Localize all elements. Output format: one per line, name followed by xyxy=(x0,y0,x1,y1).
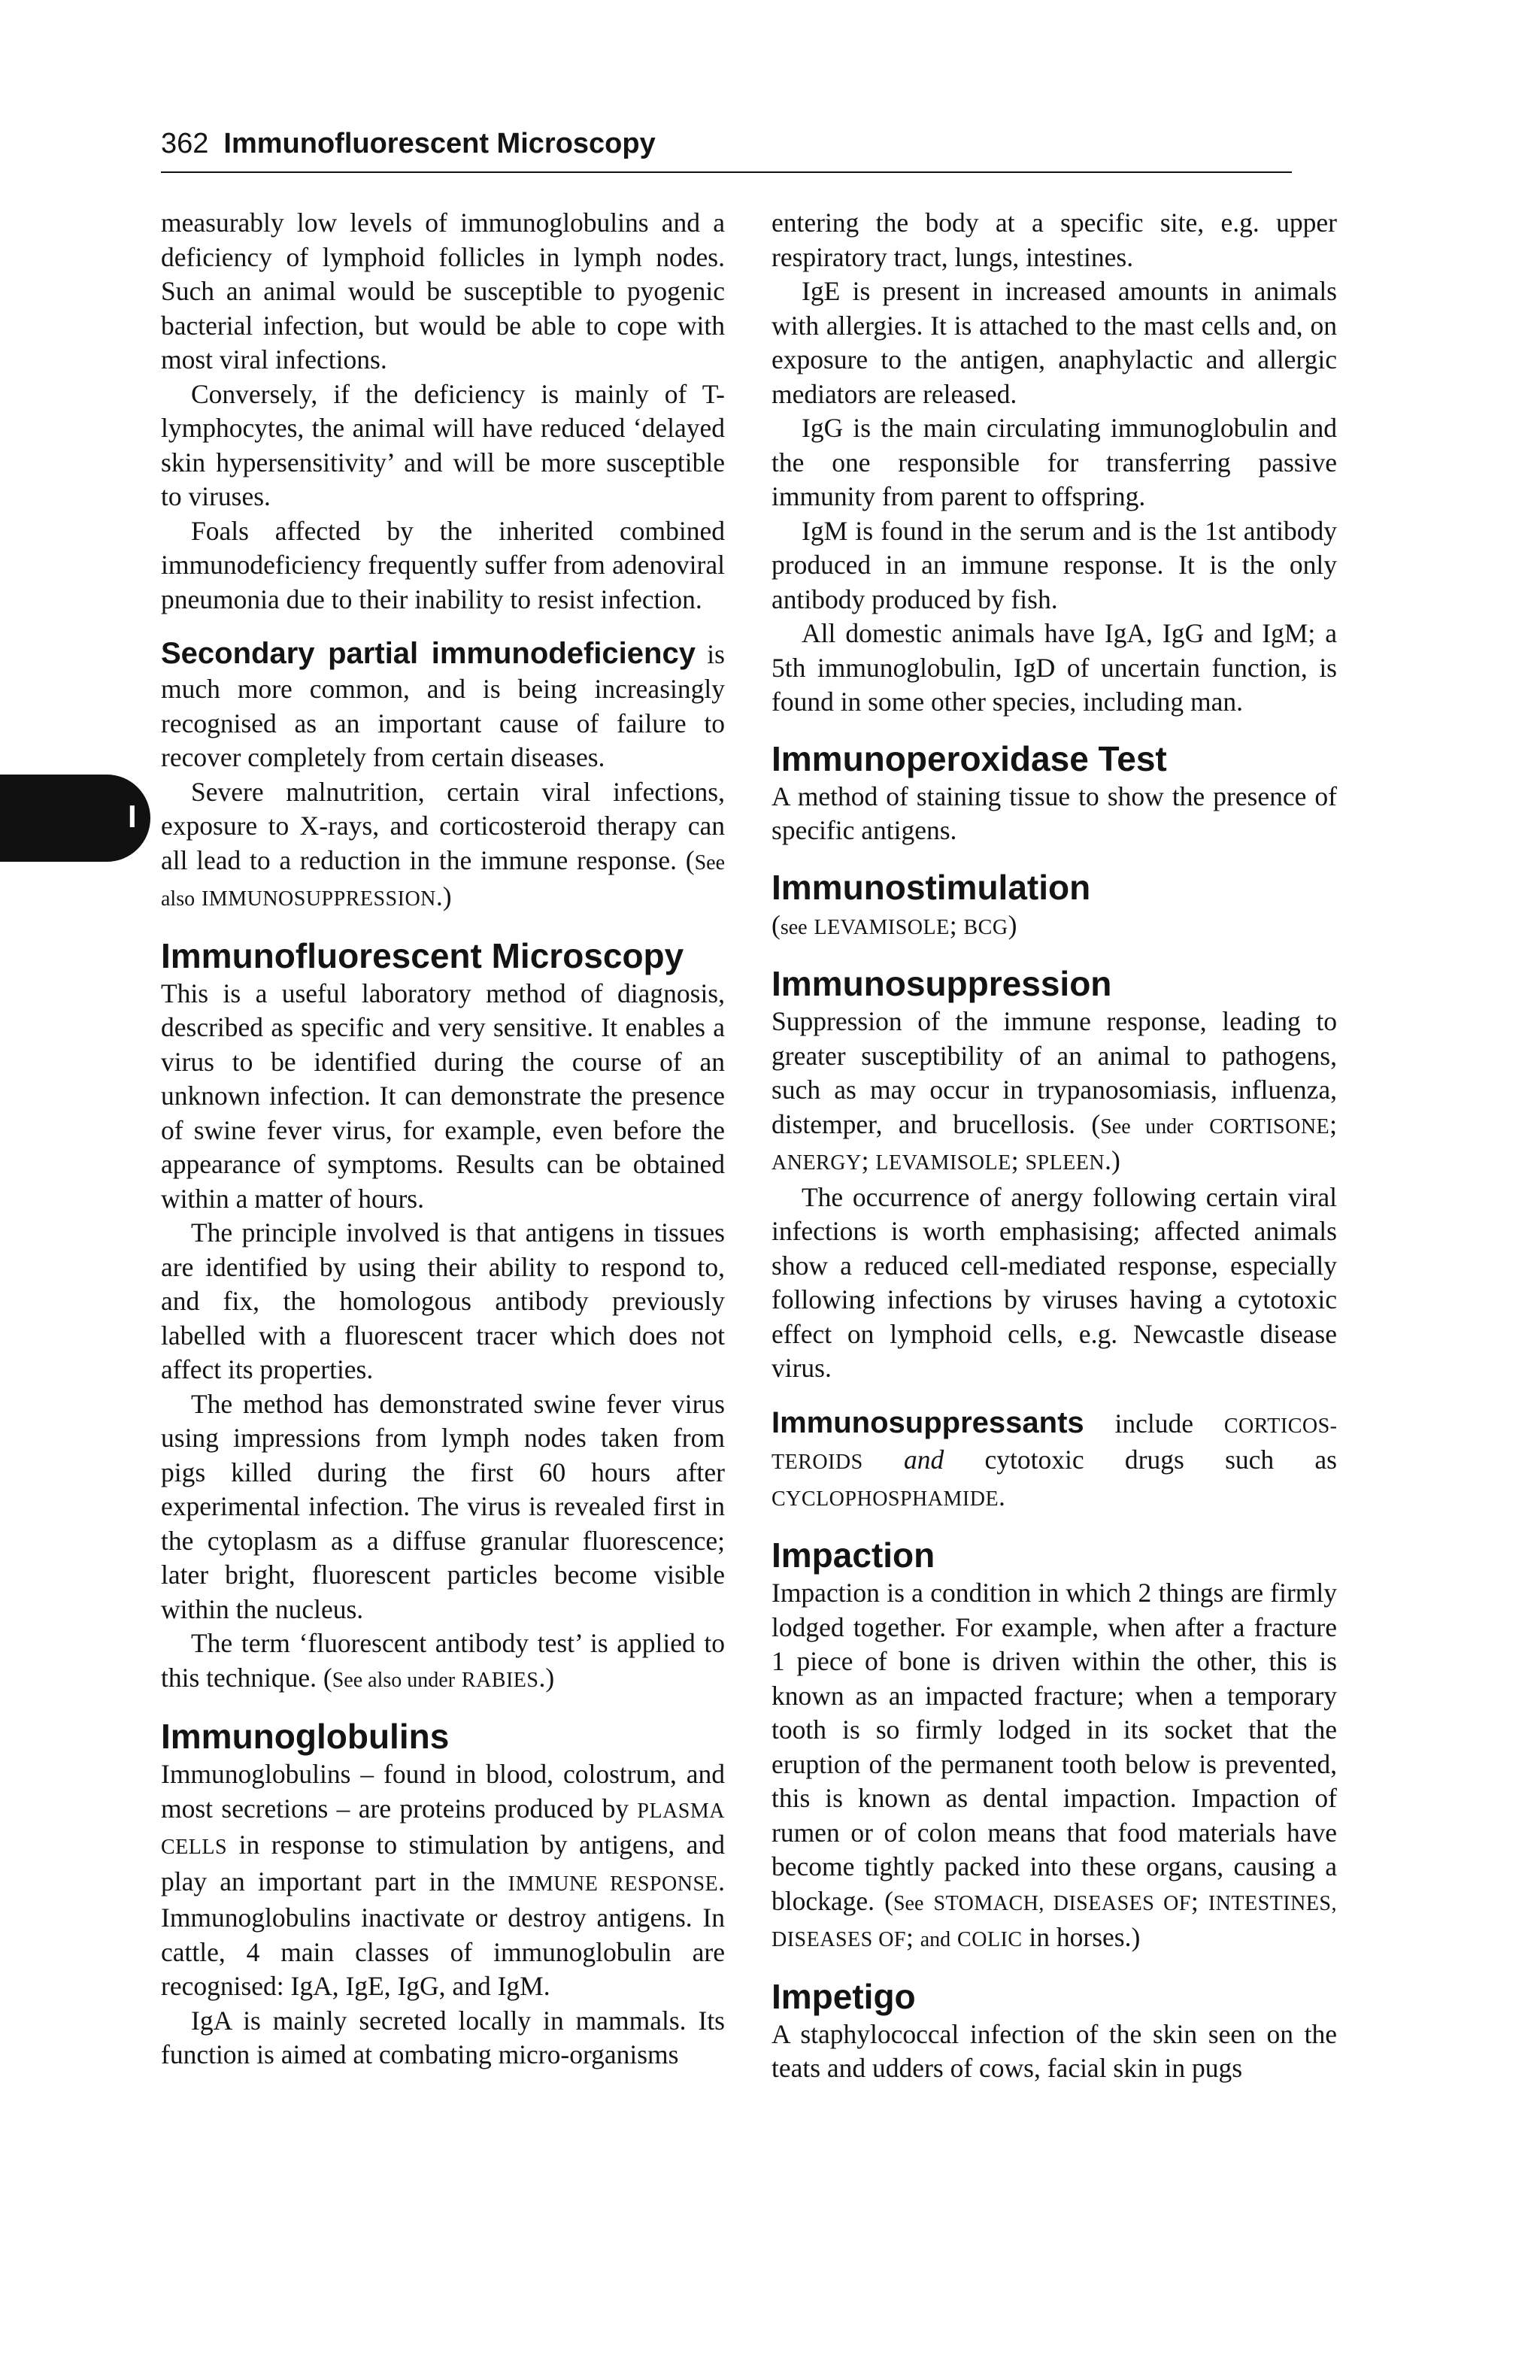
paragraph: All domestic animals have IgA, IgG and IgM; a 5th immunoglobulin, IgD of uncertain function, is found in some other species, including man. xyxy=(772,618,1337,717)
cross-reference: BCG xyxy=(963,915,1008,939)
cross-reference: IMMUNOSUPPRESSION xyxy=(201,887,436,911)
see-label: see xyxy=(780,915,808,939)
immunosuppressants-entry: Immunosuppressants include CORTICOSTEROIDS and cytotoxic drugs such as CYCLOPHOSPHAMIDE. xyxy=(772,1405,1337,1511)
see-also-label: See also xyxy=(161,850,725,911)
paragraph: A method of staining tissue to show the presence of specific antigens. xyxy=(772,781,1337,845)
thumb-index-tab xyxy=(0,775,150,862)
paragraph: measurably low levels of immunoglobulins and a deficiency of lymphoid follicles in lymph nodes. Such an animal would be susceptible to pyogenic bacterial infection, but would be able to cope with most viral infections. xyxy=(161,208,725,374)
thumb-index-letter: I xyxy=(128,799,137,834)
left-column xyxy=(161,206,725,2072)
paragraph: entering the body at a specific site, e.g. upper respiratory tract, lungs, intestines. xyxy=(772,208,1337,272)
cross-reference: IMMUNE RESPONSE xyxy=(508,1872,719,1896)
cross-reference: PLASMA CELLS xyxy=(161,1799,725,1859)
paragraph: A staphylococcal infection of the skin seen on the teats and udders of cows, facial skin in pugs xyxy=(772,2018,1337,2083)
subentry-heading: Secondary partial immunodeficiency xyxy=(161,637,696,670)
running-title: Immunofluorescent Microscopy xyxy=(223,128,656,159)
cross-reference: STOMACH, DISEASES OF xyxy=(933,1891,1191,1915)
secondary-immunodeficiency-entry xyxy=(161,635,725,775)
paragraph: IgE is present in increased amounts in animals with allergies. It is attached to the mast cells and, on exposure to the antigen, anaphylactic and allergic mediators are released. xyxy=(772,276,1337,409)
paragraph: Immunoglobulins – found in blood, colostrum, and most secretions – are proteins produced by PLASMA CELLS in response to stimulation by antigens, and play an important part in the IMMUNE RESPONSE. Immunoglobulins inactivate or destroy antigens. In cattle, 4 main classes of immunoglobulin are recognised: IgA, IgE, IgG, and IgM. xyxy=(161,1759,725,2001)
cross-reference: CORTICOSTEROIDS xyxy=(772,1414,1337,1474)
entry-heading: Immunosuppression xyxy=(772,964,1112,1003)
paragraph: The term ‘fluorescent antibody test’ is applied to this technique. (See also under RABIES.) xyxy=(161,1628,725,1693)
header-rule xyxy=(161,171,1292,173)
paragraph: The principle involved is that antigens in tissues are identified by using their ability to respond to, and fix, the homologous antibody previously labelled with a fluorescent tracer which does not affect its properties. xyxy=(161,1217,725,1384)
paragraph: IgM is found in the serum and is the 1st antibody produced in an immune response. It is the only antibody produced by fish. xyxy=(772,515,1337,614)
entry-heading: Immunoglobulins xyxy=(161,1717,450,1756)
paragraph: IgA is mainly secreted locally in mammals. Its function is aimed at combating micro-organisms xyxy=(161,2005,725,2069)
subentry-heading: Immunosuppressants xyxy=(772,1405,1084,1439)
paragraph: The method has demonstrated swine fever virus using impressions from lymph nodes taken from pigs killed during the first 60 hours after experimental infection. The virus is revealed first in the cytoplasm as a diffuse granular fluorescence; later bright, fluorescent particles become visible within the nucleus. xyxy=(161,1388,725,1624)
see-label: See xyxy=(893,1891,924,1915)
paragraph: Suppression of the immune response, leading to greater susceptibility of an animal to pathogens, such as may occur in trypanosomiasis, influenza, distemper, and brucellosis. (See under CORTISONE; ANERGY; LEVAMISOLE; SPLEEN.) xyxy=(772,1006,1338,1175)
entry-heading: Immunofluorescent Microscopy xyxy=(161,935,684,975)
paragraph: Conversely, if the deficiency is mainly of T-lymphocytes, the animal will have reduced ‘delayed skin hypersensitivity’ and will be more susceptible to viruses. xyxy=(161,378,725,511)
paragraph: The occurrence of anergy following certain viral infections is worth emphasising; affected animals show a reduced cell-mediated response, especially following infections by viruses having a cytotoxic effect on lymphoid cells, e.g. Newcastle disease virus. xyxy=(772,1181,1337,1383)
cross-reference: RABIES xyxy=(461,1668,539,1692)
cross-reference: SPLEEN xyxy=(1025,1151,1105,1175)
page-number: 362 xyxy=(161,128,209,159)
paragraph: This is a useful laboratory method of diagnosis, described as specific and very sensitive. It enables a virus to be identified during the course of an unknown infection. It can demonstrate the presence of swine fever virus, for example, even before the appearance of symptoms. Results can be obtained within a matter of hours. xyxy=(161,978,725,1214)
running-header xyxy=(161,125,1292,162)
cross-reference: CYCLOPHOSPHAMIDE xyxy=(772,1487,999,1511)
entry-heading: Impetigo xyxy=(772,1976,916,2016)
entry-heading: Impaction xyxy=(772,1536,935,1575)
cross-reference: LEVAMISOLE xyxy=(814,915,950,939)
right-column xyxy=(772,206,1337,2086)
cross-reference: LEVAMISOLE xyxy=(875,1151,1011,1175)
paragraph: Severe malnutrition, certain viral infections, exposure to X-rays, and corticosteroid therapy can all lead to a reduction in the immune response. (See also IMMUNOSUPPRESSION.) xyxy=(161,776,725,911)
entry-heading: Immunostimulation xyxy=(772,867,1091,907)
cross-reference: COLIC xyxy=(957,1928,1023,1951)
paragraph: Foals affected by the inherited combined immunodeficiency frequently suffer from adenoviral pneumonia due to their inability to resist infection. xyxy=(161,515,725,614)
paragraph: IgG is the main circulating immunoglobulin and the one responsible for transferring passive immunity from parent to offspring. xyxy=(772,413,1337,511)
see-also-label: See also under xyxy=(332,1668,456,1692)
paragraph: Impaction is a condition in which 2 things are firmly lodged together. For example, when after a fracture 1 piece of bone is driven within the other, this is known as an impacted fracture; when a temporary tooth is so firmly lodged in its socket that the eruption of the permanent tooth below is prevented, this is known as dental impaction. Impaction of rumen or of colon means that food materials have become tightly packed into these organs, causing a blockage. (See STOMACH, DISEASES OF; INTESTINES, DISEASES OF; and COLIC in horses.) xyxy=(772,1578,1337,1952)
cross-reference: INTESTINES, DISEASES OF xyxy=(772,1891,1337,1951)
subentry-text: is much more common, and is being increasingly recognised as an important cause of failure to recover completely from certain diseases. xyxy=(161,639,725,772)
see-under-label: See under xyxy=(1100,1114,1193,1138)
cross-reference: ANERGY xyxy=(772,1151,862,1175)
paragraph: (see LEVAMISOLE; BCG) xyxy=(772,909,1017,940)
entry-heading: Immunoperoxidase Test xyxy=(772,738,1167,778)
cross-reference: CORTISONE xyxy=(1209,1114,1330,1138)
